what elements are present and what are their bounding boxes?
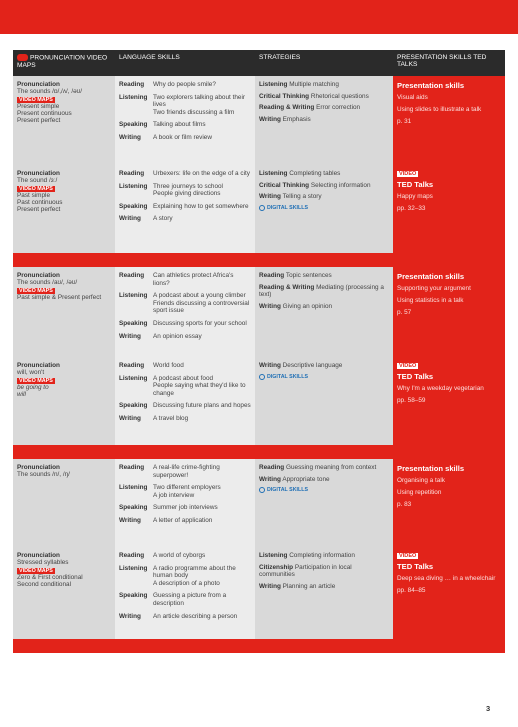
skill-value: Explaining how to get somewhere <box>153 202 249 210</box>
skill-key: Writing <box>119 332 141 340</box>
skill-line <box>119 565 251 588</box>
page-reference: pp. 58–59 <box>397 397 426 404</box>
video-maps-item: Second conditional <box>17 581 72 588</box>
skill-key: Reading <box>119 272 145 279</box>
skill-value: A travel blog <box>153 414 189 422</box>
table-row <box>13 357 505 445</box>
clil-logo-icon <box>17 54 28 61</box>
strategy-value: Multiple matching <box>289 81 339 88</box>
strategy-key: Reading & Writing <box>259 104 315 112</box>
presentation-line: Deep sea diving … in a wheelchair <box>397 575 496 582</box>
page-reference: p. 57 <box>397 309 412 316</box>
strategy-value: Giving an opinion <box>282 302 333 310</box>
strategy-line <box>259 272 389 280</box>
presentation-cell <box>393 547 505 639</box>
skill-value: Talking about films <box>153 121 206 129</box>
digital-skills-badge <box>259 205 389 211</box>
page-reference: p. 31 <box>397 118 412 125</box>
strategy-line <box>259 284 389 299</box>
presentation-cell <box>393 76 505 165</box>
video-maps-item: Past continuous <box>17 199 63 206</box>
unit-separator <box>13 253 505 267</box>
strategy-line <box>259 564 389 579</box>
pronunciation-text: The sounds /n/, /ŋ/ <box>17 471 70 478</box>
pronunciation-cell <box>13 357 115 445</box>
digital-skills-badge <box>259 374 389 380</box>
skill-key: Listening <box>119 564 148 572</box>
presentation-title: Presentation skills <box>397 81 465 90</box>
skill-value: A world of cyborgs <box>153 552 206 559</box>
unit-separator <box>13 639 505 653</box>
strategy-value: Appropriate tone <box>282 475 330 483</box>
skill-value: Two explorers talking about their lives Two friends discussing a film <box>153 93 246 116</box>
pronunciation-text: The sounds /aʊ/, /əʊ/ <box>17 279 78 286</box>
skill-key: Reading <box>119 552 145 559</box>
skill-key: Speaking <box>119 319 148 327</box>
presentation-cell <box>393 267 505 357</box>
strategy-value: Mediating (processing a text) <box>259 283 384 299</box>
strategy-line <box>259 182 389 190</box>
contents-table <box>13 50 505 653</box>
language-skills-cell <box>115 547 255 639</box>
video-maps-label: VIDEO MAPS <box>19 186 53 192</box>
skill-key: Reading <box>119 81 145 88</box>
skill-line <box>119 94 251 117</box>
strategy-key: Critical Thinking <box>259 181 310 189</box>
skill-key: Reading <box>119 362 145 369</box>
skill-line <box>119 613 251 621</box>
skill-value: A radio programme about the human body A description of a photo <box>153 564 236 587</box>
pronunciation-title: Pronunciation <box>17 272 60 279</box>
header-strategies: STRATEGIES <box>259 54 301 61</box>
skill-line <box>119 320 251 328</box>
skill-value: An article describing a person <box>153 612 238 620</box>
presentation-title: Presentation skills <box>397 272 465 281</box>
presentation-line: Using statistics in a talk <box>397 297 464 304</box>
skill-value: Guessing a picture from a description <box>153 592 227 607</box>
table-row <box>13 267 505 357</box>
video-maps-item: Zero & First conditional <box>17 574 83 581</box>
strategy-key: Citizenship <box>259 563 294 571</box>
strategy-key: Writing <box>259 115 281 123</box>
strategy-line <box>259 476 389 484</box>
presentation-line: Using slides to illustrate a talk <box>397 106 482 113</box>
unit-separator <box>13 445 505 459</box>
skill-value: A podcast about a young climber Friends discussing a controversial sport issue <box>153 292 250 315</box>
video-tag: VIDEO <box>399 553 417 559</box>
table-body <box>13 76 505 653</box>
skill-line <box>119 504 251 512</box>
strategy-line <box>259 303 389 311</box>
strategy-line <box>259 170 389 178</box>
presentation-title: TED Talks <box>397 562 434 571</box>
skill-line <box>119 183 251 198</box>
pronunciation-cell <box>13 76 115 165</box>
skill-key: Writing <box>119 133 141 141</box>
header-presentation: PRESENTATION SKILLS TED TALKS <box>397 54 487 69</box>
presentation-line: Organising a talk <box>397 477 445 484</box>
page-number: 3 <box>486 704 491 713</box>
video-maps-item: Present perfect <box>17 206 61 213</box>
skill-line <box>119 464 251 479</box>
strategy-key: Listening <box>259 552 288 559</box>
header-pronunciation: PRONUNCIATION VIDEO MAPS <box>17 54 108 69</box>
presentation-title: TED Talks <box>397 180 434 189</box>
skill-line <box>119 170 251 178</box>
page-reference: p. 83 <box>397 501 412 508</box>
skill-value: A story <box>153 215 173 223</box>
strategy-key: Reading <box>259 464 285 471</box>
strategies-cell <box>255 357 393 445</box>
pronunciation-text: The sounds /ɒ/,/ʌ/, /əʊ/ <box>17 88 83 95</box>
video-maps-item: will <box>17 391 26 398</box>
language-skills-cell <box>115 459 255 547</box>
presentation-line: Happy maps <box>397 193 433 200</box>
strategy-value: Emphasis <box>282 115 311 123</box>
video-maps-item: Present simple <box>17 103 60 110</box>
table-row <box>13 547 505 639</box>
skill-value: A real-life crime-fighting superpower! <box>153 464 220 479</box>
skill-line <box>119 415 251 423</box>
pronunciation-cell <box>13 547 115 639</box>
skill-value: A letter of application <box>153 516 213 524</box>
strategy-value: Descriptive language <box>282 362 343 369</box>
pronunciation-title: Pronunciation <box>17 170 60 177</box>
strategy-key: Writing <box>259 302 281 310</box>
digital-skills-label: DIGITAL SKILLS <box>267 373 309 380</box>
skill-key: Reading <box>119 170 145 177</box>
video-tag: VIDEO <box>399 171 417 177</box>
skill-key: Speaking <box>119 592 148 600</box>
presentation-cell <box>393 357 505 445</box>
skill-key: Listening <box>119 374 148 382</box>
table-header <box>13 50 505 76</box>
skill-line <box>119 81 251 89</box>
strategy-value: Error correction <box>316 104 361 112</box>
skill-value: A podcast about food People saying what they'd like to change <box>153 374 246 397</box>
page-reference: pp. 84–85 <box>397 587 426 594</box>
language-skills-cell <box>115 165 255 253</box>
header-language-skills: LANGUAGE SKILLS <box>119 54 180 61</box>
skill-line <box>119 333 251 341</box>
strategies-cell <box>255 76 393 165</box>
skill-key: Listening <box>119 93 148 101</box>
skill-key: Writing <box>119 215 141 223</box>
video-maps-item: be going to <box>17 384 49 391</box>
presentation-cell <box>393 165 505 253</box>
skill-line <box>119 517 251 525</box>
video-maps-item: Past simple & Present perfect <box>17 294 102 301</box>
skill-key: Speaking <box>119 121 148 129</box>
strategy-line <box>259 104 389 112</box>
skill-line <box>119 484 251 499</box>
video-maps-label: VIDEO MAPS <box>19 97 53 103</box>
skill-key: Speaking <box>119 504 148 512</box>
video-maps-item: Past simple <box>17 192 51 199</box>
skill-key: Listening <box>119 292 148 300</box>
video-maps-item: Present continuous <box>17 110 72 117</box>
digital-skills-label: DIGITAL SKILLS <box>267 204 309 211</box>
skill-key: Writing <box>119 612 141 620</box>
skill-line <box>119 375 251 398</box>
skill-value: Three journeys to school People giving directions <box>153 182 223 198</box>
skill-key: Speaking <box>119 202 148 210</box>
pronunciation-title: Pronunciation <box>17 464 60 471</box>
presentation-line: Why I'm a weekday vegetarian <box>397 385 484 392</box>
skill-key: Listening <box>119 484 148 492</box>
strategies-cell <box>255 459 393 547</box>
skill-value: Two different employers A job interview <box>153 484 221 499</box>
strategy-value: Selecting information <box>310 181 371 189</box>
skill-line <box>119 292 251 315</box>
strategy-key: Writing <box>259 362 281 369</box>
skill-line <box>119 402 251 410</box>
pronunciation-cell <box>13 459 115 547</box>
pronunciation-title: Pronunciation <box>17 81 60 88</box>
digital-skills-icon <box>259 487 265 493</box>
strategy-key: Reading <box>259 272 285 279</box>
skill-line <box>119 272 251 287</box>
strategy-key: Writing <box>259 582 281 590</box>
strategy-line <box>259 464 389 472</box>
skill-value: A book or film review <box>153 133 212 141</box>
strategy-key: Listening <box>259 81 288 88</box>
strategy-value: Telling a story <box>282 193 322 201</box>
video-tag: VIDEO <box>399 363 417 369</box>
presentation-line: Supporting your argument <box>397 285 471 292</box>
language-skills-cell <box>115 76 255 165</box>
strategy-key: Writing <box>259 475 281 483</box>
presentation-line: Visual aids <box>397 94 428 101</box>
digital-skills-label: DIGITAL SKILLS <box>267 487 309 494</box>
presentation-title: TED Talks <box>397 372 434 381</box>
digital-skills-badge <box>259 487 389 493</box>
strategy-value: Planning an article <box>282 582 336 590</box>
strategy-line <box>259 81 389 89</box>
page-reference: pp. 32–33 <box>397 205 426 212</box>
strategy-value: Participation in local communities <box>259 563 352 579</box>
strategies-cell <box>255 267 393 357</box>
strategy-line <box>259 583 389 591</box>
strategy-line <box>259 362 389 370</box>
skill-key: Listening <box>119 182 148 190</box>
presentation-cell <box>393 459 505 547</box>
presentation-title: Presentation skills <box>397 464 465 473</box>
strategy-value: Rhetorical questions <box>310 92 369 100</box>
skill-key: Writing <box>119 516 141 524</box>
skill-key: Speaking <box>119 402 148 410</box>
skill-line <box>119 552 251 560</box>
digital-skills-icon <box>259 374 265 380</box>
strategy-key: Writing <box>259 193 281 201</box>
skill-line <box>119 134 251 142</box>
skill-value: Summer job interviews <box>153 504 218 512</box>
skill-value: Discussing future plans and hopes <box>153 402 251 410</box>
strategy-line <box>259 193 389 201</box>
strategy-key: Listening <box>259 170 288 177</box>
video-maps-label: VIDEO MAPS <box>19 378 53 384</box>
pronunciation-title: Pronunciation <box>17 362 60 369</box>
skill-line <box>119 362 251 370</box>
skill-value: Urbexers: life on the edge of a city <box>153 170 250 177</box>
digital-skills-icon <box>259 205 265 211</box>
skill-value: World food <box>153 362 184 369</box>
table-row <box>13 459 505 547</box>
strategy-value: Completing information <box>289 552 355 559</box>
presentation-line: Using repetition <box>397 489 442 496</box>
skill-value: Can athletics protect Africa's lions? <box>153 272 234 287</box>
strategy-line <box>259 93 389 101</box>
skill-line <box>119 215 251 223</box>
pronunciation-text: will, won't <box>17 369 45 376</box>
strategy-line <box>259 116 389 124</box>
table-row <box>13 76 505 165</box>
strategy-key: Critical Thinking <box>259 92 310 100</box>
skill-key: Writing <box>119 414 141 422</box>
language-skills-cell <box>115 357 255 445</box>
pronunciation-cell <box>13 165 115 253</box>
skill-line <box>119 592 251 607</box>
skill-value: Discussing sports for your school <box>153 319 247 327</box>
strategy-value: Topic sentences <box>285 272 332 279</box>
pronunciation-cell <box>13 267 115 357</box>
top-red-banner <box>0 0 518 34</box>
skill-line <box>119 203 251 211</box>
strategy-value: Completing tables <box>289 170 341 177</box>
skill-value: Why do people smile? <box>153 81 216 88</box>
pronunciation-text: The sound /ɜː/ <box>17 177 58 184</box>
video-maps-label: VIDEO MAPS <box>19 288 53 294</box>
pronunciation-title: Pronunciation <box>17 552 60 559</box>
video-maps-label: VIDEO MAPS <box>19 568 53 574</box>
strategies-cell <box>255 547 393 639</box>
skill-line <box>119 121 251 129</box>
skill-key: Reading <box>119 464 145 471</box>
strategies-cell <box>255 165 393 253</box>
strategy-key: Reading & Writing <box>259 283 315 291</box>
pronunciation-text: Stressed syllables <box>17 559 69 566</box>
language-skills-cell <box>115 267 255 357</box>
table-row <box>13 165 505 253</box>
video-maps-item: Present perfect <box>17 117 61 124</box>
skill-value: An opinion essay <box>153 332 202 340</box>
strategy-value: Guessing meaning from context <box>286 464 377 471</box>
strategy-line <box>259 552 389 560</box>
